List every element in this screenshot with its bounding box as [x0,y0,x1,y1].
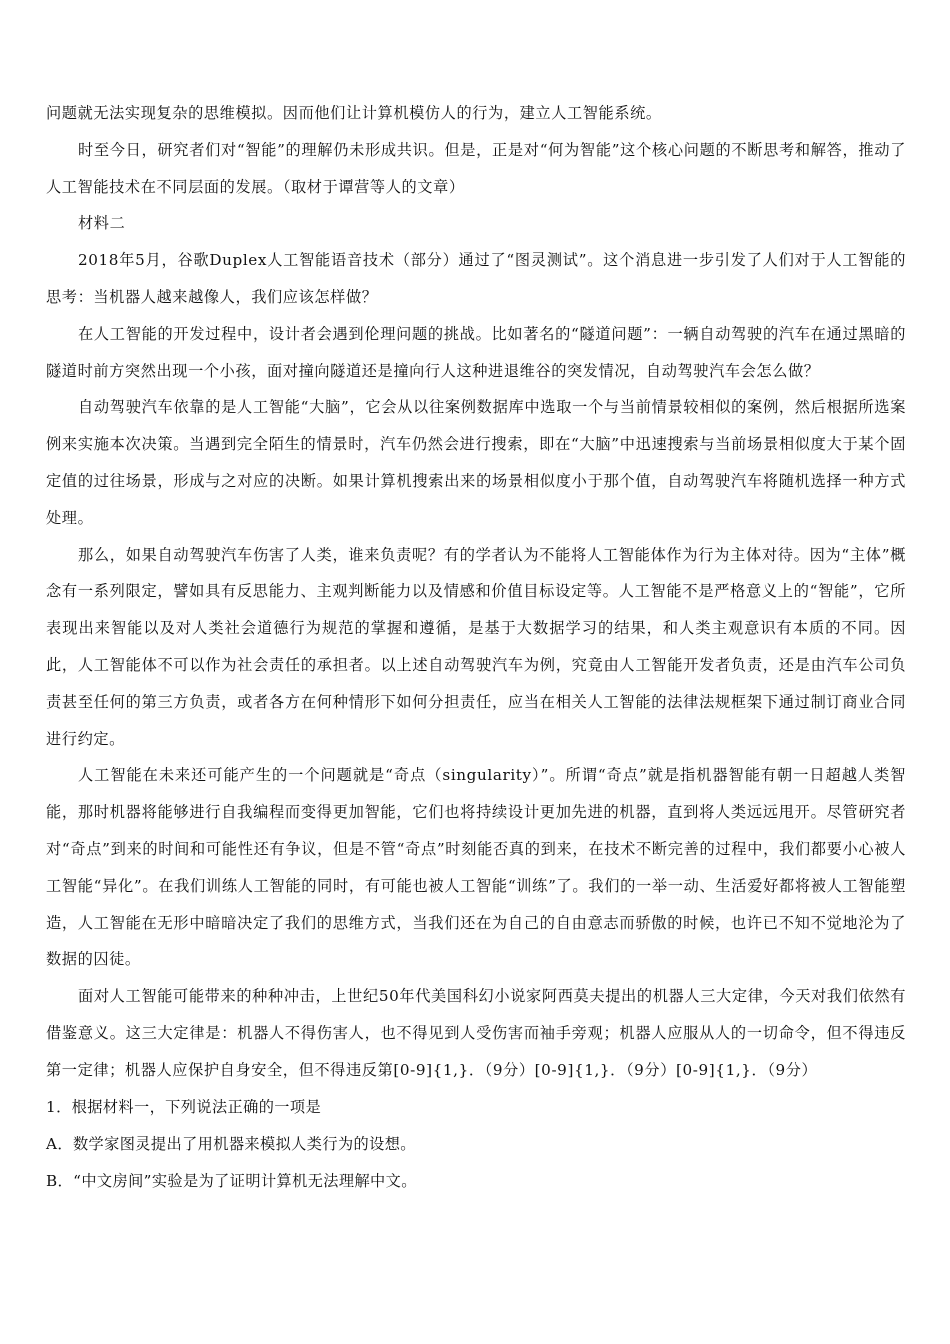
paragraph-autonomous-brain: 自动驾驶汽车依靠的是人工智能“大脑”，它会从以往案例数据库中选取一个与当前情景较相似的案例，然后根据所选案例来实施本次决策。当遇到完全陌生的情景时，汽车仍然会进行搜索，即在“大脑”中迅速搜索与当前场景相似度大于某个固定值的过往场景，形成与之对应的决断。如果计算机搜索出来的场景相似度小于那个值，自动驾驶汽车将随机选择一种方式处理。 [46,398,906,527]
paragraph-duplex: 2018年5月，谷歌Duplex人工智能语音技术（部分）通过了“图灵测试”。这个消息进一步引发了人们对于人工智能的思考：当机器人越来越像人，我们应该怎样做？ [46,251,906,306]
section-heading-material-two: 材料二 [78,214,126,233]
paragraph-consensus: 时至今日，研究者们对“智能”的理解仍未形成共识。但是，正是对“何为智能”这个核心问题的不断思考和解答，推动了人工智能技术在不同层面的发展。（取材于谭营等人的文章） [46,140,906,196]
question-option-a: A．数学家图灵提出了用机器来模拟人类行为的设想。 [46,1134,416,1153]
document-page [46,95,906,1200]
question-stem: 1．根据材料一，下列说法正确的一项是 [46,1097,322,1116]
paragraph-continuation: 问题就无法实现复杂的思维模拟。因而他们让计算机模仿人的行为，建立人工智能系统。 [46,104,662,122]
question-option-b: B．“中文房间”实验是为了证明计算机无法理解中文。 [46,1171,417,1190]
paragraph-tunnel-problem: 在人工智能的开发过程中，设计者会遇到伦理问题的挑战。比如著名的“隧道问题”：一辆自动驾驶的汽车在通过黑暗的隧道时前方突然出现一个小孩，面对撞向隧道还是撞向行人这种进退维谷的突发情况，自动驾驶汽车会怎么做？ [46,324,906,380]
paragraph-responsibility: 那么，如果自动驾驶汽车伤害了人类，谁来负责呢？有的学者认为不能将人工智能体作为行为主体对待。因为“主体”概念有一系列限定，譬如具有反思能力、主观判断能力以及情感和价值目标设定等。人工智能不是严格意义上的“智能”，它所表现出来智能以及对人类社会道德行为规范的掌握和遵循，是基于大数据学习的结果，和人类主观意识有本质的不同。因此，人工智能体不可以作为社会责任的承担者。以上述自动驾驶汽车为例，究竟由人工智能开发者负责，还是由汽车公司负责甚至任何的第三方负责，或者各方在何种情形下如何分担责任，应当在相关人工智能的法律法规框架下通过制订商业合同进行约定。 [46,545,906,748]
paragraph-singularity: 人工智能在未来还可能产生的一个问题就是“奇点（singularity）”。所谓“奇点”就是指机器智能有朝一日超越人类智能，那时机器将能够进行自我编程而变得更加智能，它们也将持续设计更加先进的机器，直到将人类远远甩开。尽管研究者对“奇点”到来的时间和可能性还有争议，但是不管“奇点”时刻能否真的到来，在技术不断完善的过程中，我们都要小心被人工智能“异化”。在我们训练人工智能的同时，有可能也被人工智能“训练”了。我们的一举一动、生活爱好都将被人工智能塑造，人工智能在无形中暗暗决定了我们的思维方式，当我们还在为自己的自由意志而骄傲的时候，也许已不知不觉地沦为了数据的囚徒。 [46,766,906,969]
paragraph-three-laws: 面对人工智能可能带来的种种冲击，上世纪50年代美国科幻小说家阿西莫夫提出的机器人三大定律，今天对我们依然有借鉴意义。这三大定律是：机器人不得伤害人，也不得见到人受伤害而袖手旁观；机器人应服从人的一切命令，但不得违反第一定律；机器人应保护自身安全，但不得违反第[0-9]{1,}．（9分）[0-9]{1,}．（9分）[0-9]{1,}．（9分） [46,987,906,1079]
